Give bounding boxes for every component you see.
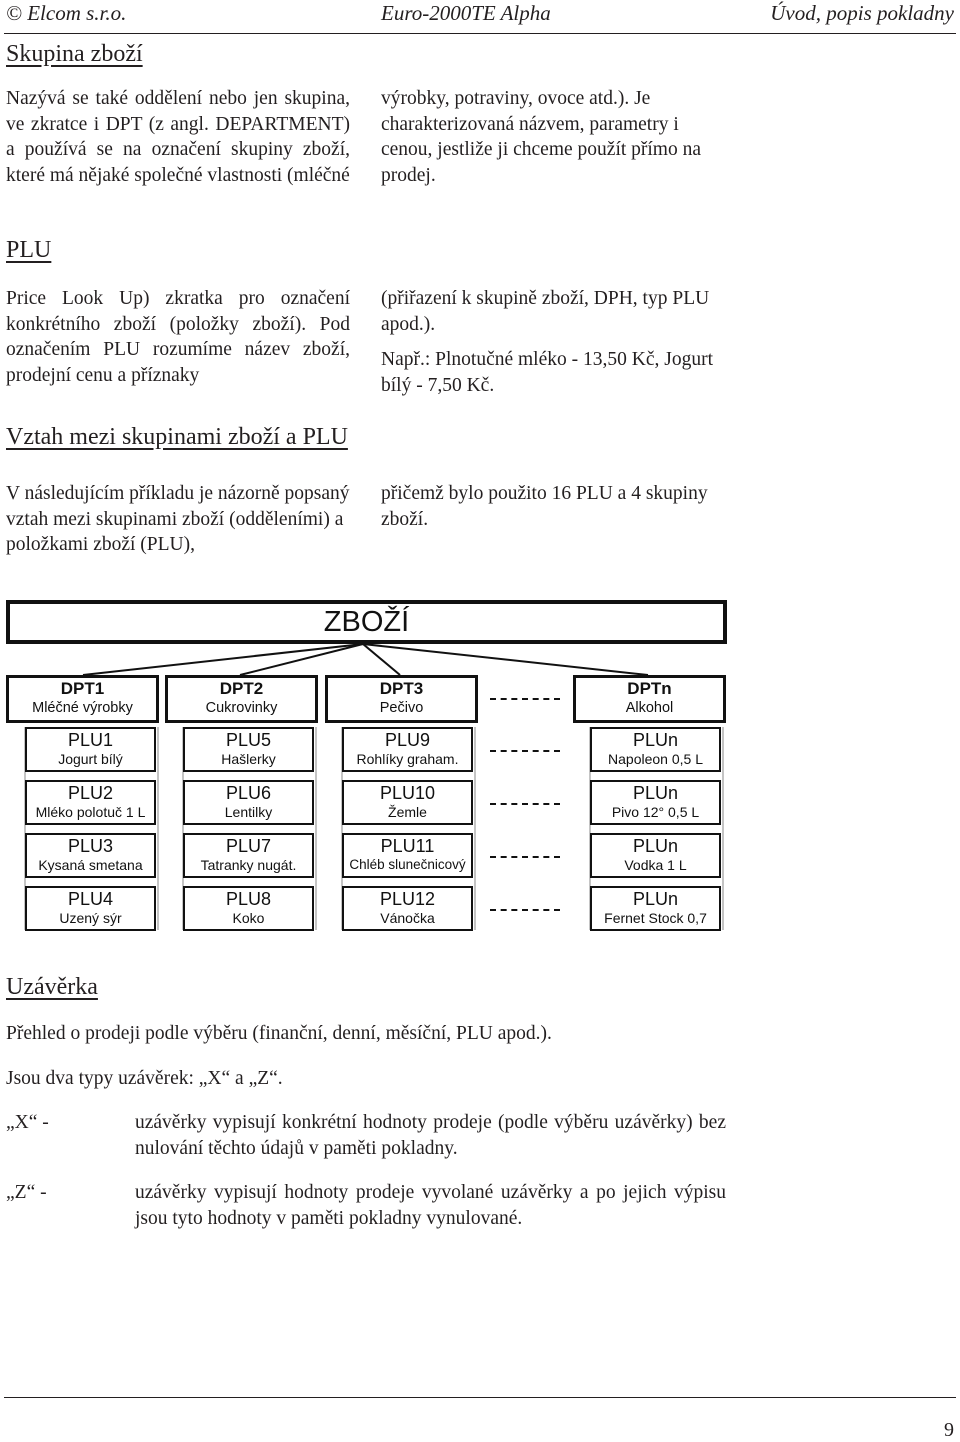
- plu-name: Pivo 12° 0,5 L: [611, 804, 700, 820]
- plu-name: Chléb slunečnicový: [349, 857, 466, 872]
- connector-root-dpt2: [240, 644, 363, 675]
- plu-section-right-text: (přiřazení k skupině zboží, DPH, typ PLU apod.).: [381, 288, 710, 335]
- plu-box: [590, 886, 721, 931]
- closing-x-key: „X“ -: [6, 1112, 49, 1133]
- plu-name: Rohlíky graham.: [356, 751, 459, 767]
- closing-overview: Přehled o prodeji podle výběru (finanční, denní, měsíční, PLU apod.).: [6, 1023, 552, 1044]
- plu-section-example: Např.: Plnotučné mléko - 13,50 Kč, Jogurt bílý - 7,50 Kč.: [381, 349, 713, 396]
- closing-z-key: „Z“ -: [6, 1182, 47, 1203]
- plu-box: [183, 833, 314, 878]
- plu-ellipsis-line: [490, 856, 560, 858]
- department-ellipsis-line: [490, 698, 560, 700]
- department-box: [573, 675, 726, 723]
- plu-code: PLU4: [67, 889, 114, 909]
- plu-section-right-column: [381, 286, 726, 398]
- department-code: DPTn: [627, 679, 672, 698]
- plu-code: PLU2: [67, 783, 114, 803]
- plu-code: PLU10: [379, 783, 436, 803]
- plu-code: PLU8: [225, 889, 272, 909]
- plu-box: [342, 886, 473, 931]
- closing-x-description: uzávěrky vypisují konkrétní hodnoty prodeje (podle výběru uzávěrky) bez nulování těchto údajů v paměti pokladny.: [135, 1112, 726, 1159]
- connector-root-dpt1: [83, 644, 363, 675]
- plu-box: [25, 727, 156, 772]
- department-code: DPT2: [219, 679, 264, 698]
- department-code: DPT1: [60, 679, 105, 698]
- closing-types-intro: Jsou dva typy uzávěrek: „X“ a „Z“.: [6, 1068, 283, 1089]
- header-product: Euro-2000TE Alpha: [381, 1, 551, 25]
- plu-name: Tatranky nugát.: [200, 857, 297, 873]
- plu-ellipsis-line: [490, 909, 560, 911]
- plu-name: Jogurt bílý: [58, 751, 123, 767]
- footer-divider: [4, 1397, 956, 1398]
- plu-section-left-text: Price Look Up) zkratka pro označení konkrétního zboží (položky zboží). Pod označením PLU rozumíme název zboží, prodejní cenu a příznaky: [6, 288, 350, 386]
- relation-section-left-text: V následujícím příkladu je názorně popsaný vztah mezi skupinami zboží (odděleními) a položkami zboží (PLU),: [6, 483, 350, 555]
- plu-code: PLU12: [379, 889, 436, 909]
- plu-code: PLUn: [632, 730, 679, 750]
- group-section-right-text: výrobky, potraviny, ovoce atd.). Je charakterizovaná názvem, parametry i cenou, jestliže ji chceme použít přímo na prodej.: [381, 88, 702, 186]
- plu-name: Žemle: [388, 804, 427, 820]
- department-plu-diagram: [0, 595, 760, 940]
- plu-code: PLU6: [225, 783, 272, 803]
- group-section-left-text: Nazývá se také oddělení nebo jen skupina, ve zkratce i DPT (z angl. DEPARTMENT) a používá se na označení skupiny zboží, které má nějaké společné vlastnosti (mléčné: [6, 88, 350, 186]
- department-code: DPT3: [379, 679, 424, 698]
- relation-section-right-text: přičemž bylo použito 16 PLU a 4 skupiny zboží.: [381, 483, 708, 530]
- relation-section-heading: Vztah mezi skupinami zboží a PLU: [6, 424, 348, 450]
- plu-name: Uzený sýr: [59, 910, 122, 926]
- header-divider: [4, 33, 956, 34]
- closing-z-description: uzávěrky vypisují hodnoty prodeje vyvolané uzávěrky a po jejich výpisu jsou tyto hodnoty v paměti pokladny vynulované.: [135, 1182, 726, 1229]
- plu-name: Koko: [232, 910, 265, 926]
- closing-section-heading: Uzávěrka: [6, 974, 98, 1000]
- plu-box: [590, 780, 721, 825]
- plu-box: [25, 833, 156, 878]
- plu-code: PLUn: [632, 836, 679, 856]
- plu-name: Napoleon 0,5 L: [608, 751, 703, 767]
- plu-code: PLU7: [225, 836, 272, 856]
- diagram-root-goods: ZBOŽÍ: [6, 600, 727, 644]
- department-name: Mléčné výrobky: [32, 700, 133, 716]
- plu-code: PLUn: [632, 889, 679, 909]
- department-box: [6, 675, 159, 723]
- plu-code: PLU9: [384, 730, 431, 750]
- plu-ellipsis-line: [490, 750, 560, 752]
- plu-name: Vánočka: [380, 910, 435, 926]
- header-company: © Elcom s.r.o.: [6, 1, 127, 25]
- plu-box: [590, 727, 721, 772]
- plu-code: PLU5: [225, 730, 272, 750]
- plu-box: [25, 780, 156, 825]
- connector-root-dptn: [363, 644, 648, 675]
- department-name: Alkohol: [625, 700, 674, 716]
- plu-box: [183, 886, 314, 931]
- plu-name: Lentilky: [224, 804, 273, 820]
- page-number: 9: [944, 1419, 954, 1441]
- plu-box: [183, 780, 314, 825]
- plu-code: PLU3: [67, 836, 114, 856]
- plu-box: [590, 833, 721, 878]
- plu-code: PLU11: [380, 836, 435, 856]
- plu-name: Fernet Stock 0,7: [604, 910, 707, 926]
- plu-box: [342, 780, 473, 825]
- department-name: Cukrovinky: [205, 700, 278, 716]
- plu-box: [342, 833, 473, 878]
- department-name: Pečivo: [379, 700, 424, 716]
- connector-root-dpt3: [363, 644, 400, 675]
- plu-section-heading: PLU: [6, 237, 52, 263]
- plu-name: Vodka 1 L: [624, 857, 687, 873]
- plu-box: [183, 727, 314, 772]
- department-box: [165, 675, 318, 723]
- group-section-heading: Skupina zboží: [6, 41, 143, 67]
- plu-box: [342, 727, 473, 772]
- plu-box: [25, 886, 156, 931]
- plu-code: PLU1: [67, 730, 114, 750]
- plu-name: Mléko polotuč 1 L: [35, 804, 146, 820]
- plu-ellipsis-line: [490, 803, 560, 805]
- plu-name: Kysaná smetana: [38, 857, 143, 873]
- plu-name: Hašlerky: [221, 751, 276, 767]
- header-chapter: Úvod, popis pokladny: [770, 1, 954, 25]
- department-box: [325, 675, 478, 723]
- plu-code: PLUn: [632, 783, 679, 803]
